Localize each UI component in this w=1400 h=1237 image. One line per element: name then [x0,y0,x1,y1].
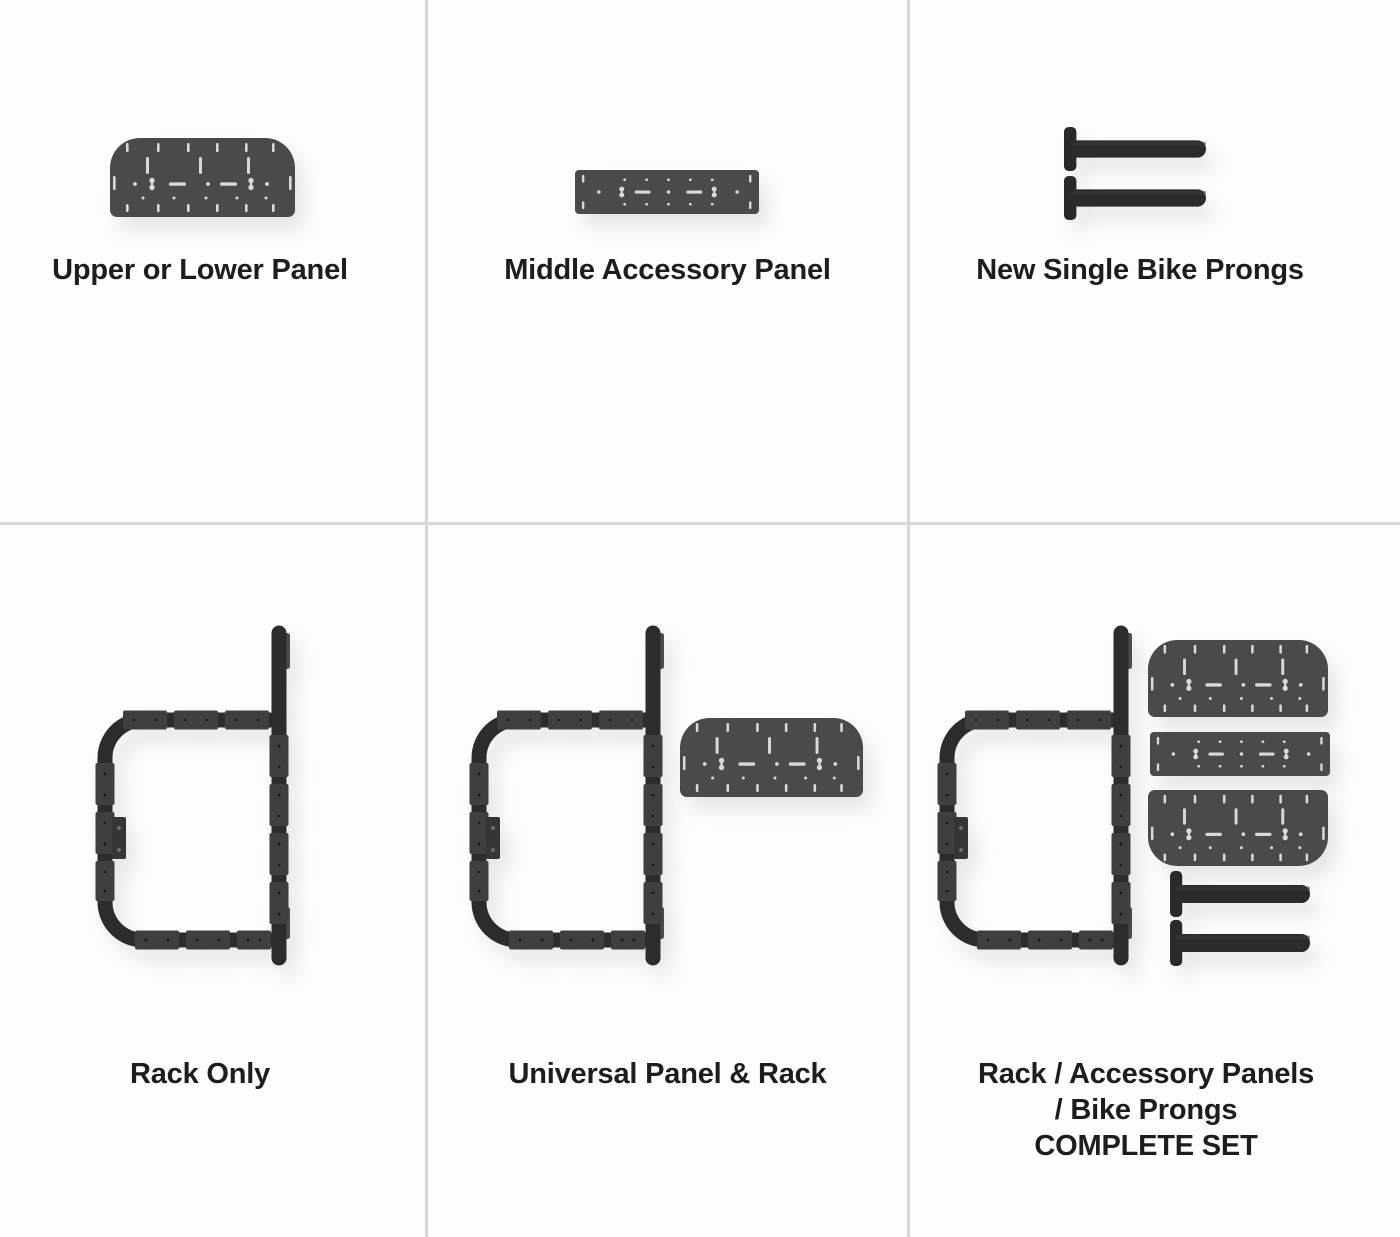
option-label: Universal Panel & Rack [508,1058,827,1090]
option-complete-set [910,525,1400,1237]
bike-prong-image [1064,127,1207,171]
option-label-line: Rack / Accessory Panels [977,1058,1315,1090]
rack-image [467,623,672,968]
rack-image [935,623,1140,968]
upper-panel-image [1148,640,1328,717]
middle-accessory-panel-image [575,170,759,214]
bike-prong-image [1170,871,1311,917]
option-upper-or-lower-panel [0,0,425,522]
option-label: New Single Bike Prongs [976,254,1304,286]
option-label [915,1056,1377,1164]
upper-lower-panel-image [110,138,295,217]
option-label: Rack Only [129,1058,271,1090]
option-new-single-bike-prongs [910,0,1400,522]
option-middle-accessory-panel [428,0,907,522]
option-label-line: / Bike Prongs [1054,1094,1238,1126]
option-label-line: COMPLETE SET [1034,1130,1258,1162]
option-label: Upper or Lower Panel [52,254,348,286]
option-universal-panel-and-rack [428,525,907,1237]
option-label: Middle Accessory Panel [504,254,831,286]
bike-prong-image [1170,920,1311,966]
middle-accessory-panel-image [1150,732,1330,776]
rack-image [93,623,298,968]
universal-panel-image [680,718,863,797]
lower-panel-image [1148,790,1328,866]
bike-prong-image [1064,176,1207,220]
option-rack-only [0,525,425,1237]
